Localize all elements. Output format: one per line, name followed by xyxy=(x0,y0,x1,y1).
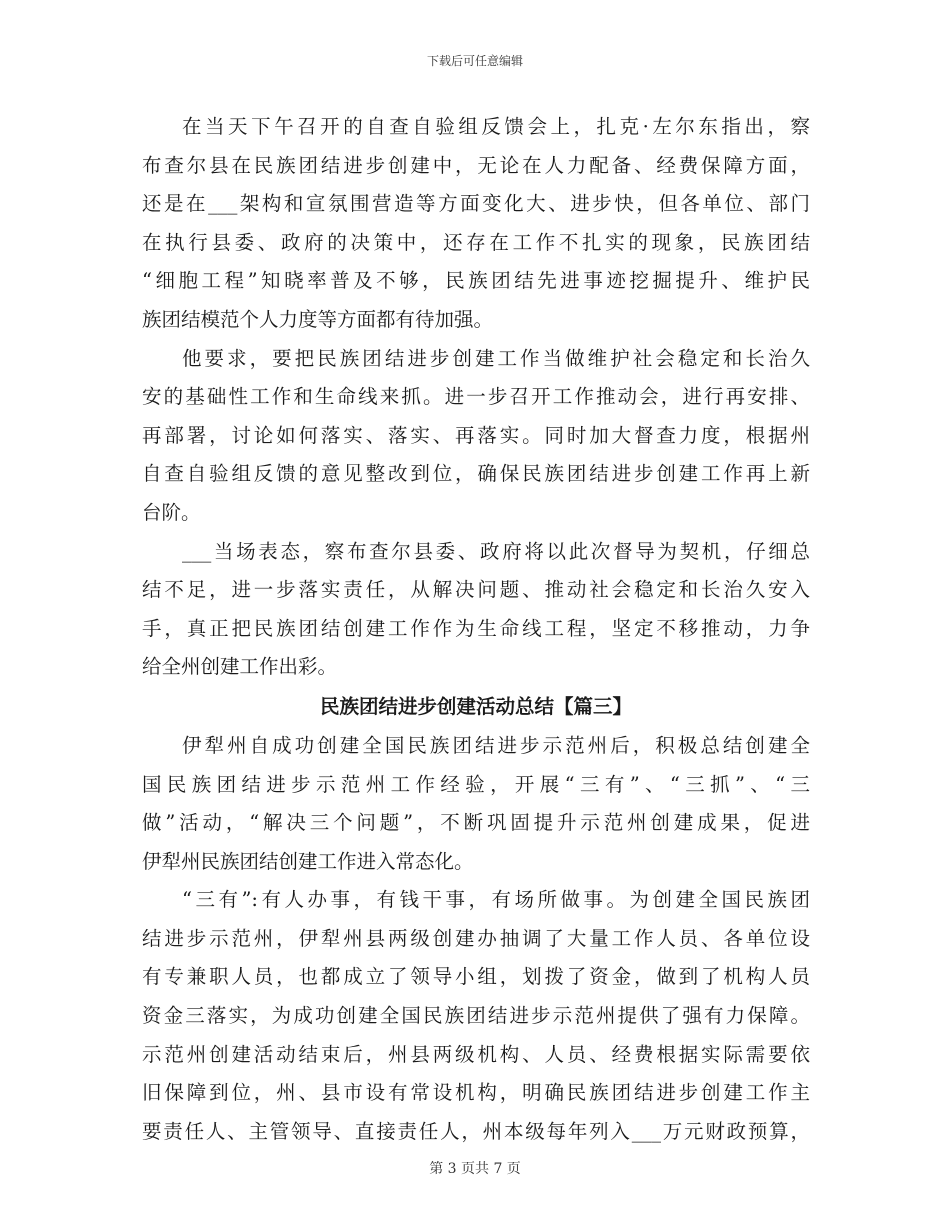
text-line: 族团结模范个人力度等方面都有待加强。 xyxy=(142,307,494,331)
text-line: 有专兼职人员，也都成立了领导小组，划拨了资金，做到了机构人员 xyxy=(142,965,810,989)
section-title: 民族团结进步创建活动总结【篇三】 xyxy=(319,694,632,718)
text-line: 他要求，要把民族团结进步创建工作当做维护社会稳定和长治久 xyxy=(182,346,810,370)
text-line: 国民族团结进步示范州工作经验，开展“三有”、“三抓”、“三 xyxy=(142,772,810,796)
text-line: 在执行县委、政府的决策中，还存在工作不扎实的现象，民族团结 xyxy=(142,230,810,254)
text-line: 布查尔县在民族团结进步创建中，无论在人力配备、经费保障方面， xyxy=(142,153,810,177)
page-footer: 第 3 页共 7 页 xyxy=(429,1161,521,1177)
text-line: 手，真正把民族团结创建工作作为生命线工程，坚定不移推动，力争 xyxy=(142,616,810,640)
text-line: 还是在___架构和宣氛围营造等方面变化大、进步快，但各单位、部门 xyxy=(142,192,810,216)
text-line: 台阶。 xyxy=(142,500,201,524)
text-line: 结进步示范州，伊犁州县两级创建办抽调了大量工作人员、各单位设 xyxy=(142,926,810,950)
text-line: 给全州创建工作出彩。 xyxy=(142,655,338,679)
text-line: 自查自验组反馈的意见整改到位，确保民族团结进步创建工作再上新 xyxy=(142,462,810,486)
text-line: 伊犁州民族团结创建工作进入常态化。 xyxy=(142,849,474,873)
text-line: 示范州创建活动结束后，州县两级机构、人员、经费根据实际需要依 xyxy=(142,1042,810,1066)
text-line: “细胞工程”知晓率普及不够，民族团结先进事迹挖掘提升、维护民 xyxy=(142,269,810,293)
text-line: 伊犁州自成功创建全国民族团结进步示范州后，积极总结创建全 xyxy=(182,733,810,757)
text-line: 结不足，进一步落实责任，从解决问题、推动社会稳定和长治久安入 xyxy=(142,578,810,602)
text-line: 资金三落实，为成功创建全国民族团结进步示范州提供了强有力保障。 xyxy=(142,1004,810,1028)
text-line: 旧保障到位，州、县市设有常设机构，明确民族团结进步创建工作主 xyxy=(142,1081,810,1105)
text-line: 安的基础性工作和生命线来抓。进一步召开工作推动会，进行再安排、 xyxy=(142,385,810,409)
text-line: ___当场表态，察布查尔县委、政府将以此次督导为契机，仔细总 xyxy=(182,539,810,563)
text-line: 再部署，讨论如何落实、落实、再落实。同时加大督查力度，根据州 xyxy=(142,423,810,447)
text-line: 要责任人、主管领导、直接责任人，州本级每年列入___万元财政预算， xyxy=(142,1119,810,1143)
text-line: 做”活动，“解决三个问题”，不断巩固提升示范州创建成果，促进 xyxy=(142,811,810,835)
text-line: “三有”:有人办事，有钱干事，有场所做事。为创建全国民族团 xyxy=(182,888,810,912)
page-header: 下载后可任意编辑 xyxy=(426,54,523,68)
document-body xyxy=(142,108,810,1151)
text-line: 在当天下午召开的自查自验组反馈会上，扎克·左尔东指出，察 xyxy=(182,115,810,138)
